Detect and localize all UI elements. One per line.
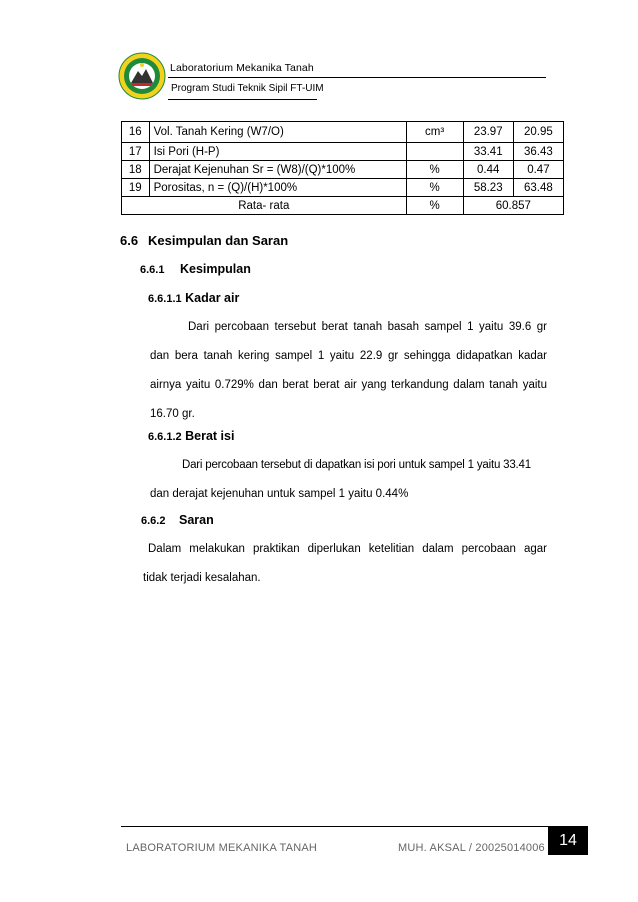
- paragraph-line: dan derajat kejenuhan untuk sampel 1 yaitu 0.44%: [150, 488, 409, 500]
- footer-divider: [121, 826, 548, 827]
- row-description: Vol. Tanah Kering (W7/O): [149, 122, 406, 143]
- row-value-sample-2: 36.43: [513, 143, 563, 161]
- row-description: Derajat Kejenuhan Sr = (W8)/(Q)*100%: [149, 161, 406, 179]
- section-heading: [120, 233, 288, 248]
- footer-lab-name: LABORATORIUM MEKANIKA TANAH: [126, 842, 318, 854]
- row-description: Isi Pori (H-P): [149, 143, 406, 161]
- row-value-sample-1: 23.97: [463, 122, 513, 143]
- row-number: 19: [122, 179, 150, 197]
- table-row: [122, 122, 564, 143]
- row-unit: cm³: [406, 122, 463, 143]
- average-unit: %: [406, 197, 463, 215]
- average-value: 60.857: [463, 197, 563, 215]
- subsubsection-title: Kadar air: [185, 291, 240, 305]
- paragraph-line: tidak terjadi kesalahan.: [143, 572, 261, 584]
- section-title: Kesimpulan dan Saran: [148, 233, 289, 248]
- header-lab-name: Laboratorium Mekanika Tanah: [170, 62, 314, 74]
- row-value-sample-2: 0.47: [513, 161, 563, 179]
- row-number: 17: [122, 143, 150, 161]
- subsubsection-title: Berat isi: [185, 429, 235, 443]
- header-underline: [168, 99, 317, 100]
- subsection-number: 6.6.1: [140, 264, 165, 276]
- university-logo: [118, 52, 166, 100]
- subsection-title: Saran: [179, 513, 214, 527]
- table-row: [122, 161, 564, 179]
- row-value-sample-2: 20.95: [513, 122, 563, 143]
- header-divider: [168, 77, 546, 78]
- subsubsection-heading-berat-isi: [148, 429, 234, 443]
- row-unit: [406, 143, 463, 161]
- subsection-heading-saran: [141, 513, 214, 527]
- subsection-title: Kesimpulan: [180, 262, 251, 276]
- results-table: [121, 121, 564, 215]
- row-description: Porositas, n = (Q)/(H)*100%: [149, 179, 406, 197]
- row-value-sample-2: 63.48: [513, 179, 563, 197]
- header-program: Program Studi Teknik Sipil FT-UIM: [171, 83, 324, 94]
- row-value-sample-1: 0.44: [463, 161, 513, 179]
- row-value-sample-1: 33.41: [463, 143, 513, 161]
- table-row: [122, 179, 564, 197]
- row-value-sample-1: 58.23: [463, 179, 513, 197]
- average-label: Rata- rata: [122, 197, 407, 215]
- berat-isi-paragraph: [150, 451, 547, 509]
- row-unit: %: [406, 179, 463, 197]
- row-number: 16: [122, 122, 150, 143]
- paragraph-line: Dalam melakukan praktikan diperlukan ketelitian dalam percobaan agar: [148, 543, 547, 555]
- paragraph-line: 16.70 gr.: [150, 408, 195, 420]
- page-number: 14: [548, 826, 588, 855]
- row-unit: %: [406, 161, 463, 179]
- paragraph-line: airnya yaitu 0.729% dan berat berat air yang terkandung dalam tanah yaitu: [150, 379, 547, 391]
- saran-paragraph: [143, 535, 547, 593]
- table-row: [122, 143, 564, 161]
- footer-author: MUH. AKSAL / 20025014006: [398, 842, 545, 854]
- paragraph-line: dan bera tanah kering sampel 1 yaitu 22.9 gr sehingga didapatkan kadar: [150, 350, 547, 362]
- paragraph-line: Dari percobaan tersebut berat tanah basah sampel 1 yaitu 39.6 gr: [188, 321, 547, 333]
- subsubsection-number: 6.6.1.2: [148, 431, 182, 443]
- subsection-number: 6.6.2: [141, 515, 166, 527]
- subsubsection-heading-kadar-air: [148, 291, 239, 305]
- paragraph-line: Dari percobaan tersebut di dapatkan isi pori untuk sampel 1 yaitu 33.41: [182, 459, 531, 471]
- average-row: [122, 197, 564, 215]
- subsection-heading-kesimpulan: [140, 262, 251, 276]
- kadar-air-paragraph: [150, 313, 547, 429]
- row-number: 18: [122, 161, 150, 179]
- subsubsection-number: 6.6.1.1: [148, 293, 182, 305]
- section-number: 6.6: [120, 233, 139, 248]
